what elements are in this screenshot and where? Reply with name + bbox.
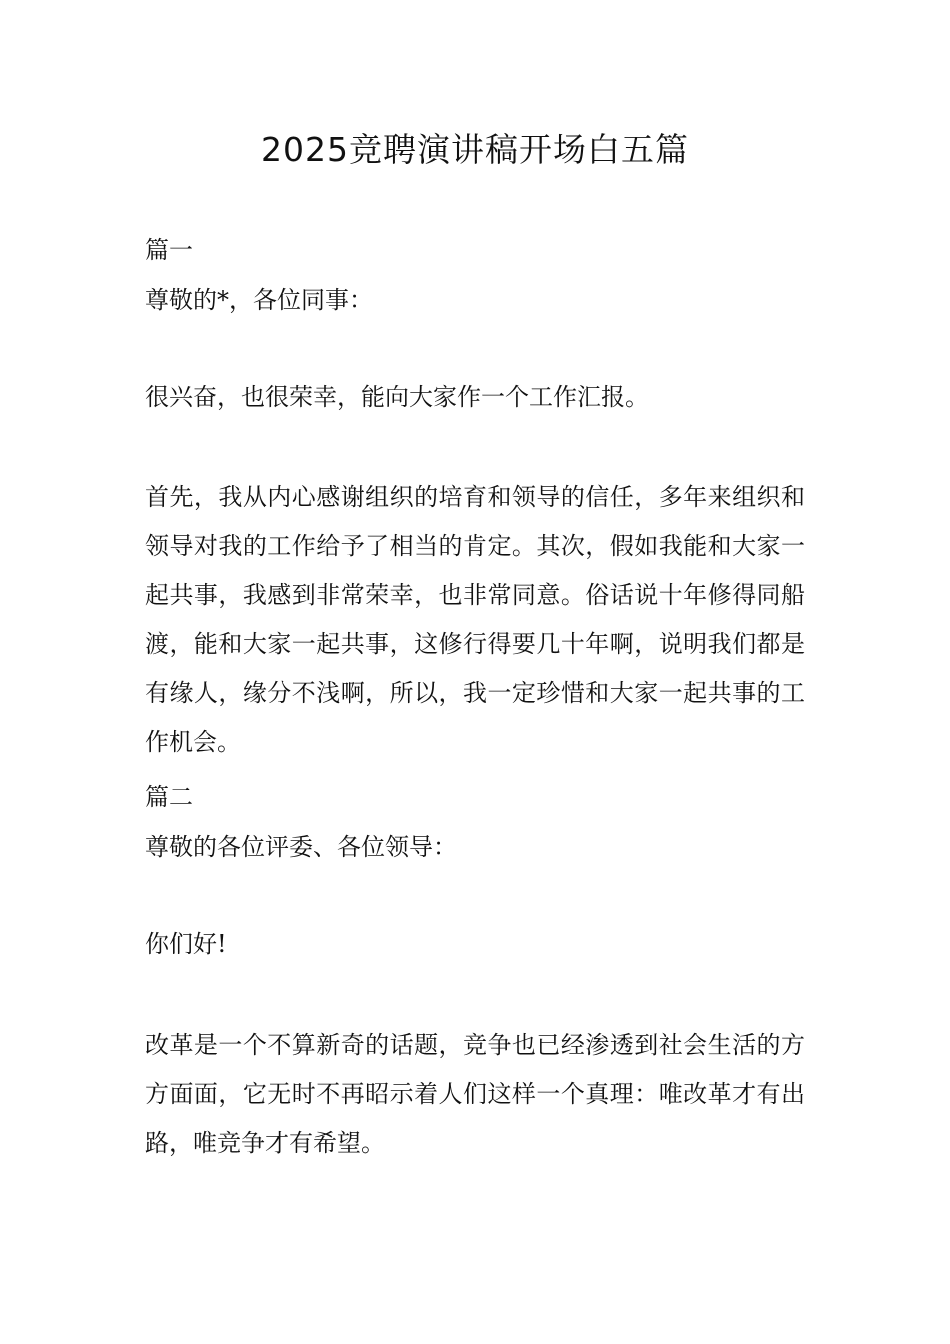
paragraph-body-2: 改革是一个不算新奇的话题，竞争也已经渗透到社会生活的方方面面，它无时不再昭示着人们这样一个真理：唯改革才有出路，唯竞争才有希望。 (145, 1031, 805, 1157)
salutation-2: 尊敬的各位评委、各位领导： (145, 833, 457, 861)
greeting-2: 你们好! (145, 930, 227, 958)
salutation-1: 尊敬的*，各位同事： (145, 286, 373, 314)
section-heading-2: 篇二 (145, 783, 193, 811)
paragraph-body-1: 首先，我从内心感谢组织的培育和领导的信任，多年来组织和领导对我的工作给予了相当的肯定。其次，假如我能和大家一起共事，我感到非常荣幸，也非常同意。俗话说十年修得同船渡，能和大家一起共事，这修行得要几十年啊，说明我们都是有缘人，缘分不浅啊，所以，我一定珍惜和大家一起共事的工作机会。 (145, 483, 805, 756)
section-heading-1: 篇一 (145, 236, 193, 264)
paragraph-intro-1: 很兴奋，也很荣幸，能向大家作一个工作汇报。 (145, 383, 649, 411)
document-title: 2025竞聘演讲稿开场白五篇 (261, 130, 689, 169)
